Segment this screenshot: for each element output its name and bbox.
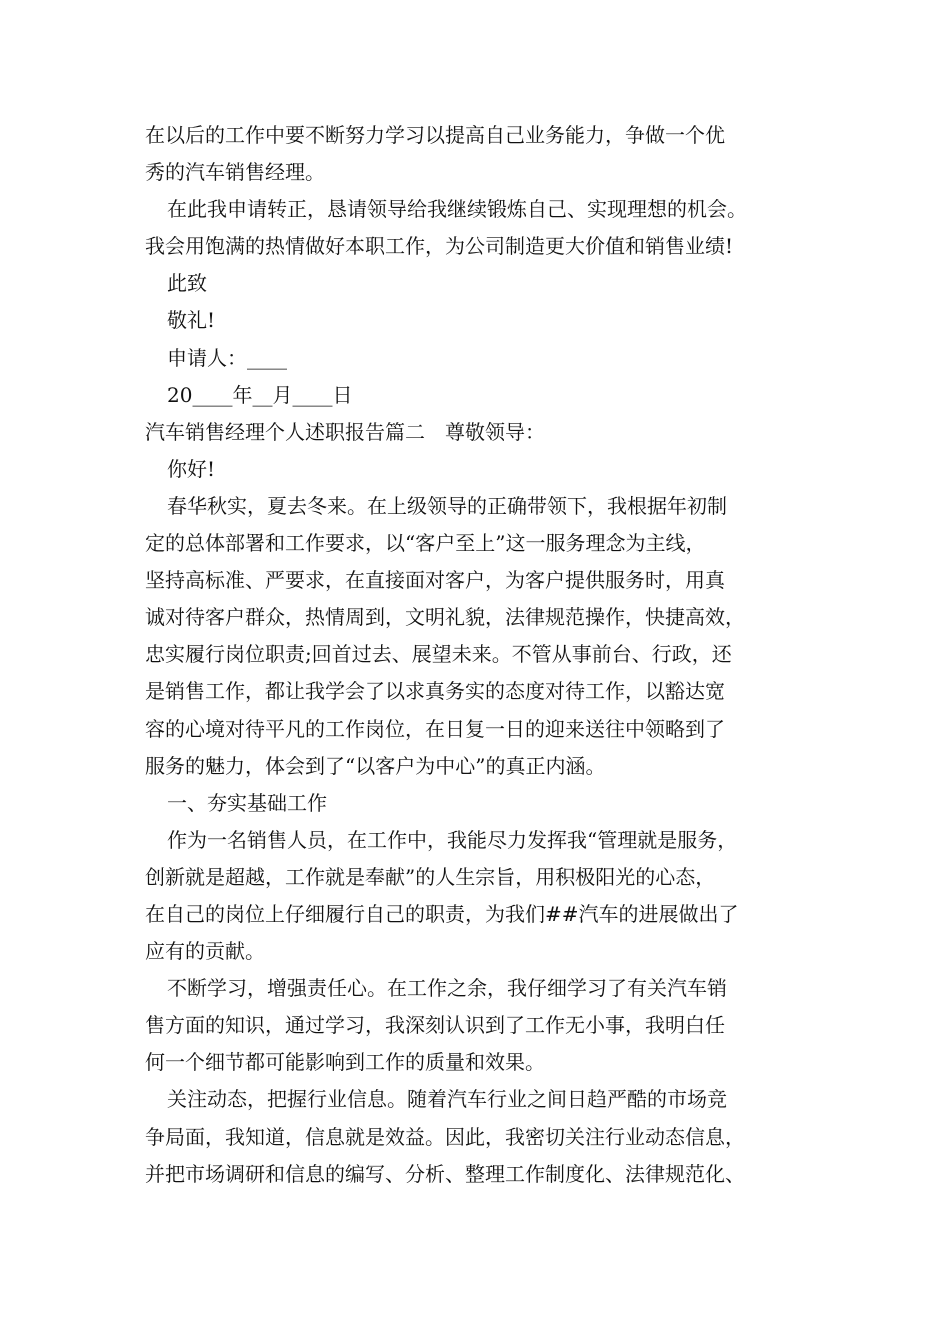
body-text-line: 应有的贡献。 [145, 939, 265, 964]
body-text-line: 诚对待客户群众，热情周到，文明礼貌，法律规范操作，快捷高效， [145, 605, 745, 630]
paragraph-start-line: 春华秋实，夏去冬来。在上级领导的正确带领下，我根据年初制 [167, 493, 727, 518]
body-text-line: 在自己的岗位上仔细履行自己的职责，为我们##汽车的进展做出了 [145, 901, 739, 926]
body-text-line: 定的总体部署和工作要求，以“客户至上”这一服务理念为主线， [145, 531, 706, 556]
date-line: 20____年__月____日 [167, 382, 353, 407]
closing-salutation: 此致 [167, 271, 207, 296]
body-text-line: 何一个细节都可能影响到工作的质量和效果。 [145, 1050, 545, 1075]
paragraph-start-line: 作为一名销售人员，在工作中，我能尽力发挥我“管理就是服务， [167, 827, 738, 852]
body-text-line: 服务的魅力，体会到了“以客户为中心”的真正内涵。 [145, 753, 606, 778]
body-text-line: 创新就是超越，工作就是奉献”的人生宗旨，用积极阳光的心态， [145, 864, 716, 889]
closing-regards: 敬礼! [167, 308, 216, 333]
body-text-line: 售方面的知识，通过学习，我深刻认识到了工作无小事，我明白任 [145, 1013, 725, 1038]
paragraph-start-line: 关注动态，把握行业信息。随着汽车行业之间日趋严酷的市场竞 [167, 1087, 727, 1112]
body-text-line: 是销售工作，都让我学会了以求真务实的态度对待工作，以豁达宽 [145, 679, 725, 704]
greeting-line: 你好! [167, 456, 216, 481]
section-heading: 汽车销售经理个人述职报告篇二 尊敬领导： [145, 419, 545, 444]
body-text-line: 容的心境对待平凡的工作岗位，在日复一日的迎来送往中领略到了 [145, 716, 725, 741]
applicant-signature-line: 申请人：____ [167, 345, 287, 370]
body-text-line: 在以后的工作中要不断努力学习以提高自己业务能力，争做一个优 [145, 123, 725, 147]
body-text-line: 忠实履行岗位职责;回首过去、展望未来。不管从事前台、行政，还 [145, 642, 732, 667]
document-page [145, 117, 825, 1193]
body-text-line: 并把市场调研和信息的编写、分析、整理工作制度化、法律规范化、 [145, 1161, 745, 1186]
paragraph-start-line: 不断学习，增强责任心。在工作之余，我仔细学习了有关汽车销 [167, 976, 727, 1001]
body-text-line: 争局面，我知道，信息就是效益。因此，我密切关注行业动态信息， [145, 1124, 745, 1149]
subsection-heading: 一、夯实基础工作 [167, 790, 327, 815]
paragraph-start-line: 在此我申请转正，恳请领导给我继续锻炼自己、实现理想的机会。 [167, 197, 747, 222]
body-text-line: 坚持高标准、严要求，在直接面对客户，为客户提供服务时，用真 [145, 568, 725, 593]
body-text-line: 我会用饱满的热情做好本职工作，为公司制造更大价值和销售业绩! [145, 234, 734, 259]
body-text-line: 秀的汽车销售经理。 [145, 160, 325, 185]
